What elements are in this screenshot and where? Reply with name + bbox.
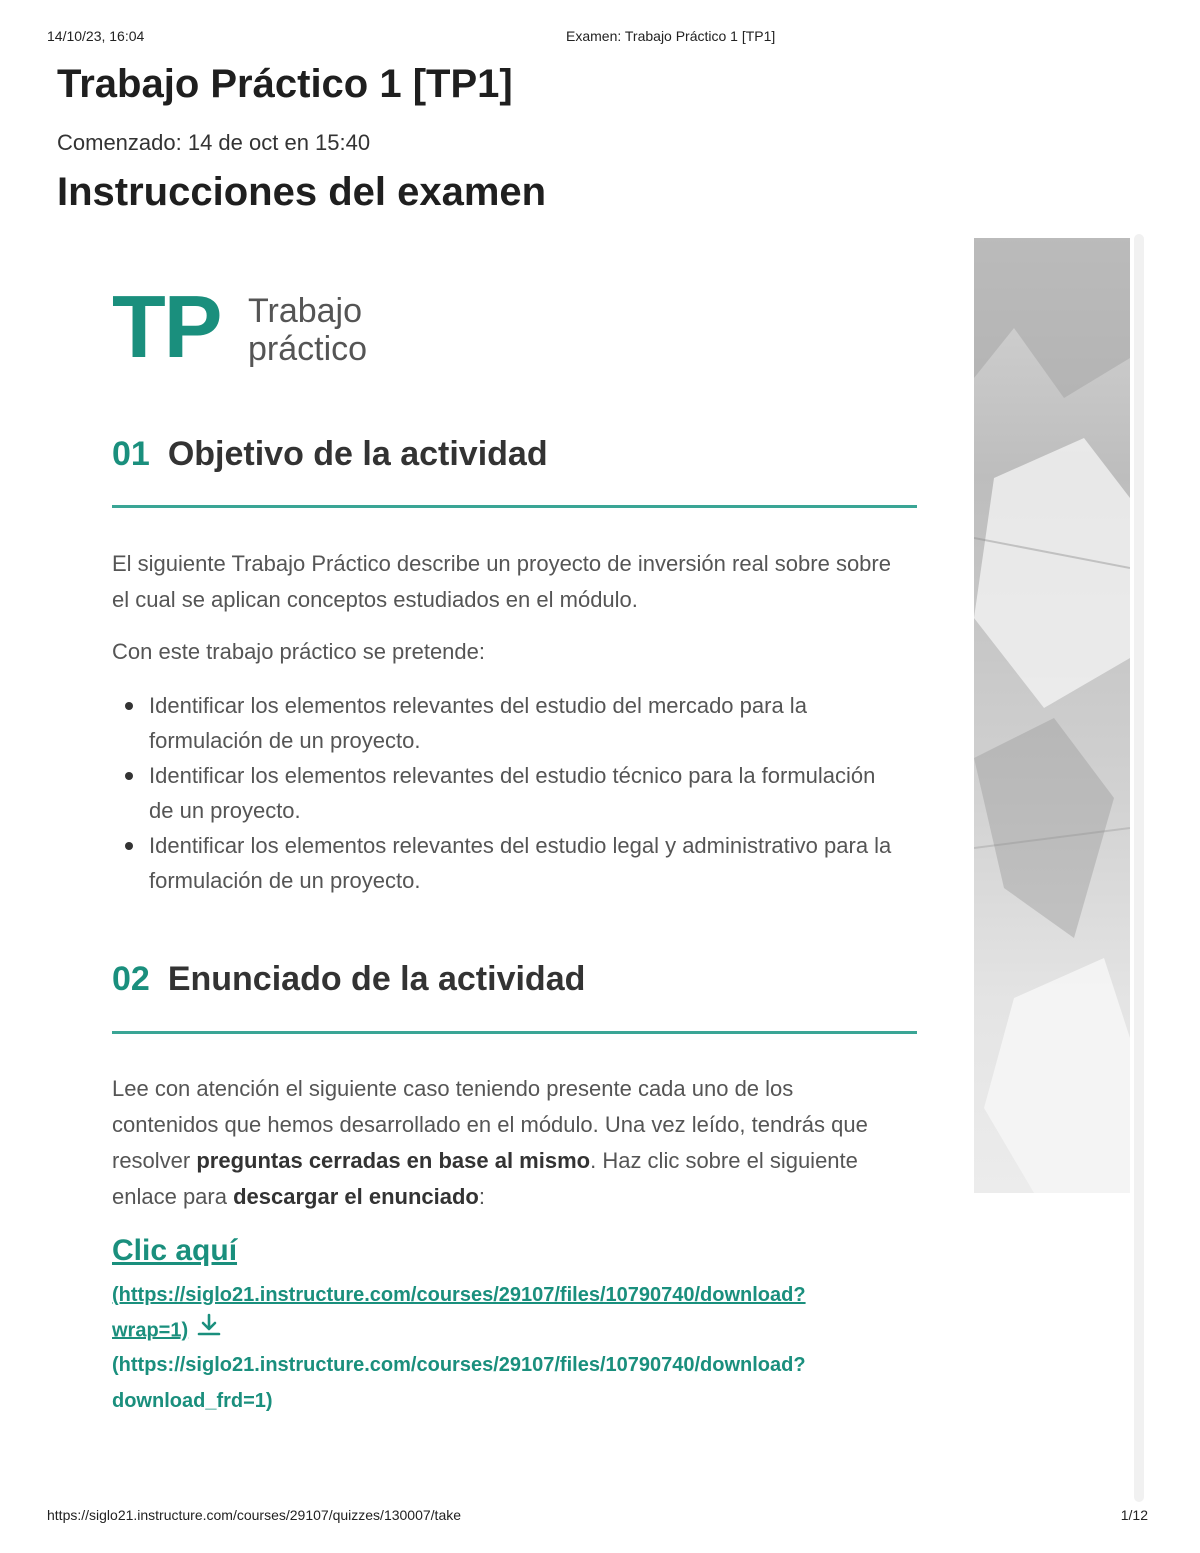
section2-number: 02 [112,960,150,998]
quiz-started: Comenzado: 14 de oct en 15:40 [57,130,371,155]
list-item: Identificar los elementos relevantes del estudio técnico para la formulación de un proyecto. [112,758,902,828]
decorative-image [974,238,1130,1193]
enunciado-url-line2[interactable] [112,1313,222,1349]
section2-bold-2: descargar el enunciado [233,1184,479,1209]
logo-line1: Trabajo [248,292,363,330]
clic-aqui-link[interactable]: Clic aquí [112,1234,238,1267]
instructions-title: Instrucciones del examen [57,170,547,214]
quiz-title: Trabajo Práctico 1 [TP1] [57,62,513,106]
logo-text [248,292,448,368]
list-item: Identificar los elementos relevantes del estudio del mercado para la formulación de un proyecto. [112,688,902,758]
print-datetime: 14/10/23, 16:04 [47,28,145,44]
section2-text-1: Lee con atención el siguiente caso teniendo presente cada uno de los contenidos que hemos desarrollado en el módulo. Una vez leído, tendrás que resolver [112,1076,868,1173]
download-url-line1[interactable]: (https://siglo21.instructure.com/courses/29107/files/10790740/download? [112,1354,806,1376]
enunciado-url-line2-text[interactable]: wrap=1) [112,1319,189,1342]
section2-text-2: . Haz clic sobre el siguiente enlace para [112,1148,858,1209]
objectives-list [112,688,902,898]
section1-number: 01 [112,435,150,473]
section1-paragraph2: Con este trabajo práctico se pretende: [112,639,486,664]
section2-paragraph [112,1071,902,1215]
enunciado-url-line1[interactable]: (https://siglo21.instructure.com/courses/29107/files/10790740/download? [112,1284,806,1306]
section2-text-3: : [478,1184,485,1209]
list-item: Identificar los elementos relevantes del estudio legal y administrativo para la formulación de un proyecto. [112,828,902,898]
logo-line2: práctico [248,330,368,368]
section2-title: Enunciado de la actividad [167,960,586,998]
logo-mark: TP [112,277,221,376]
download-icon[interactable] [196,1313,222,1349]
print-page-title: Examen: Trabajo Práctico 1 [TP1] [566,28,776,44]
section2-divider [112,1031,917,1034]
download-url-line2[interactable]: download_frd=1) [112,1390,273,1412]
section1-paragraph1: El siguiente Trabajo Práctico describe un proyecto de inversión real sobre sobre el cual se aplican conceptos estudiados en el módulo. [112,551,891,612]
print-page-number: 1/12 [1120,1507,1148,1523]
section1-title: Objetivo de la actividad [167,435,548,473]
section1-divider [112,505,917,508]
section2-bold-1: preguntas cerradas en base al mismo [196,1148,591,1173]
section1-heading [112,435,548,474]
scrollbar[interactable] [1134,234,1144,1502]
section2-heading [112,960,585,999]
print-footer-url: https://siglo21.instructure.com/courses/29107/quizzes/130007/take [47,1507,462,1523]
